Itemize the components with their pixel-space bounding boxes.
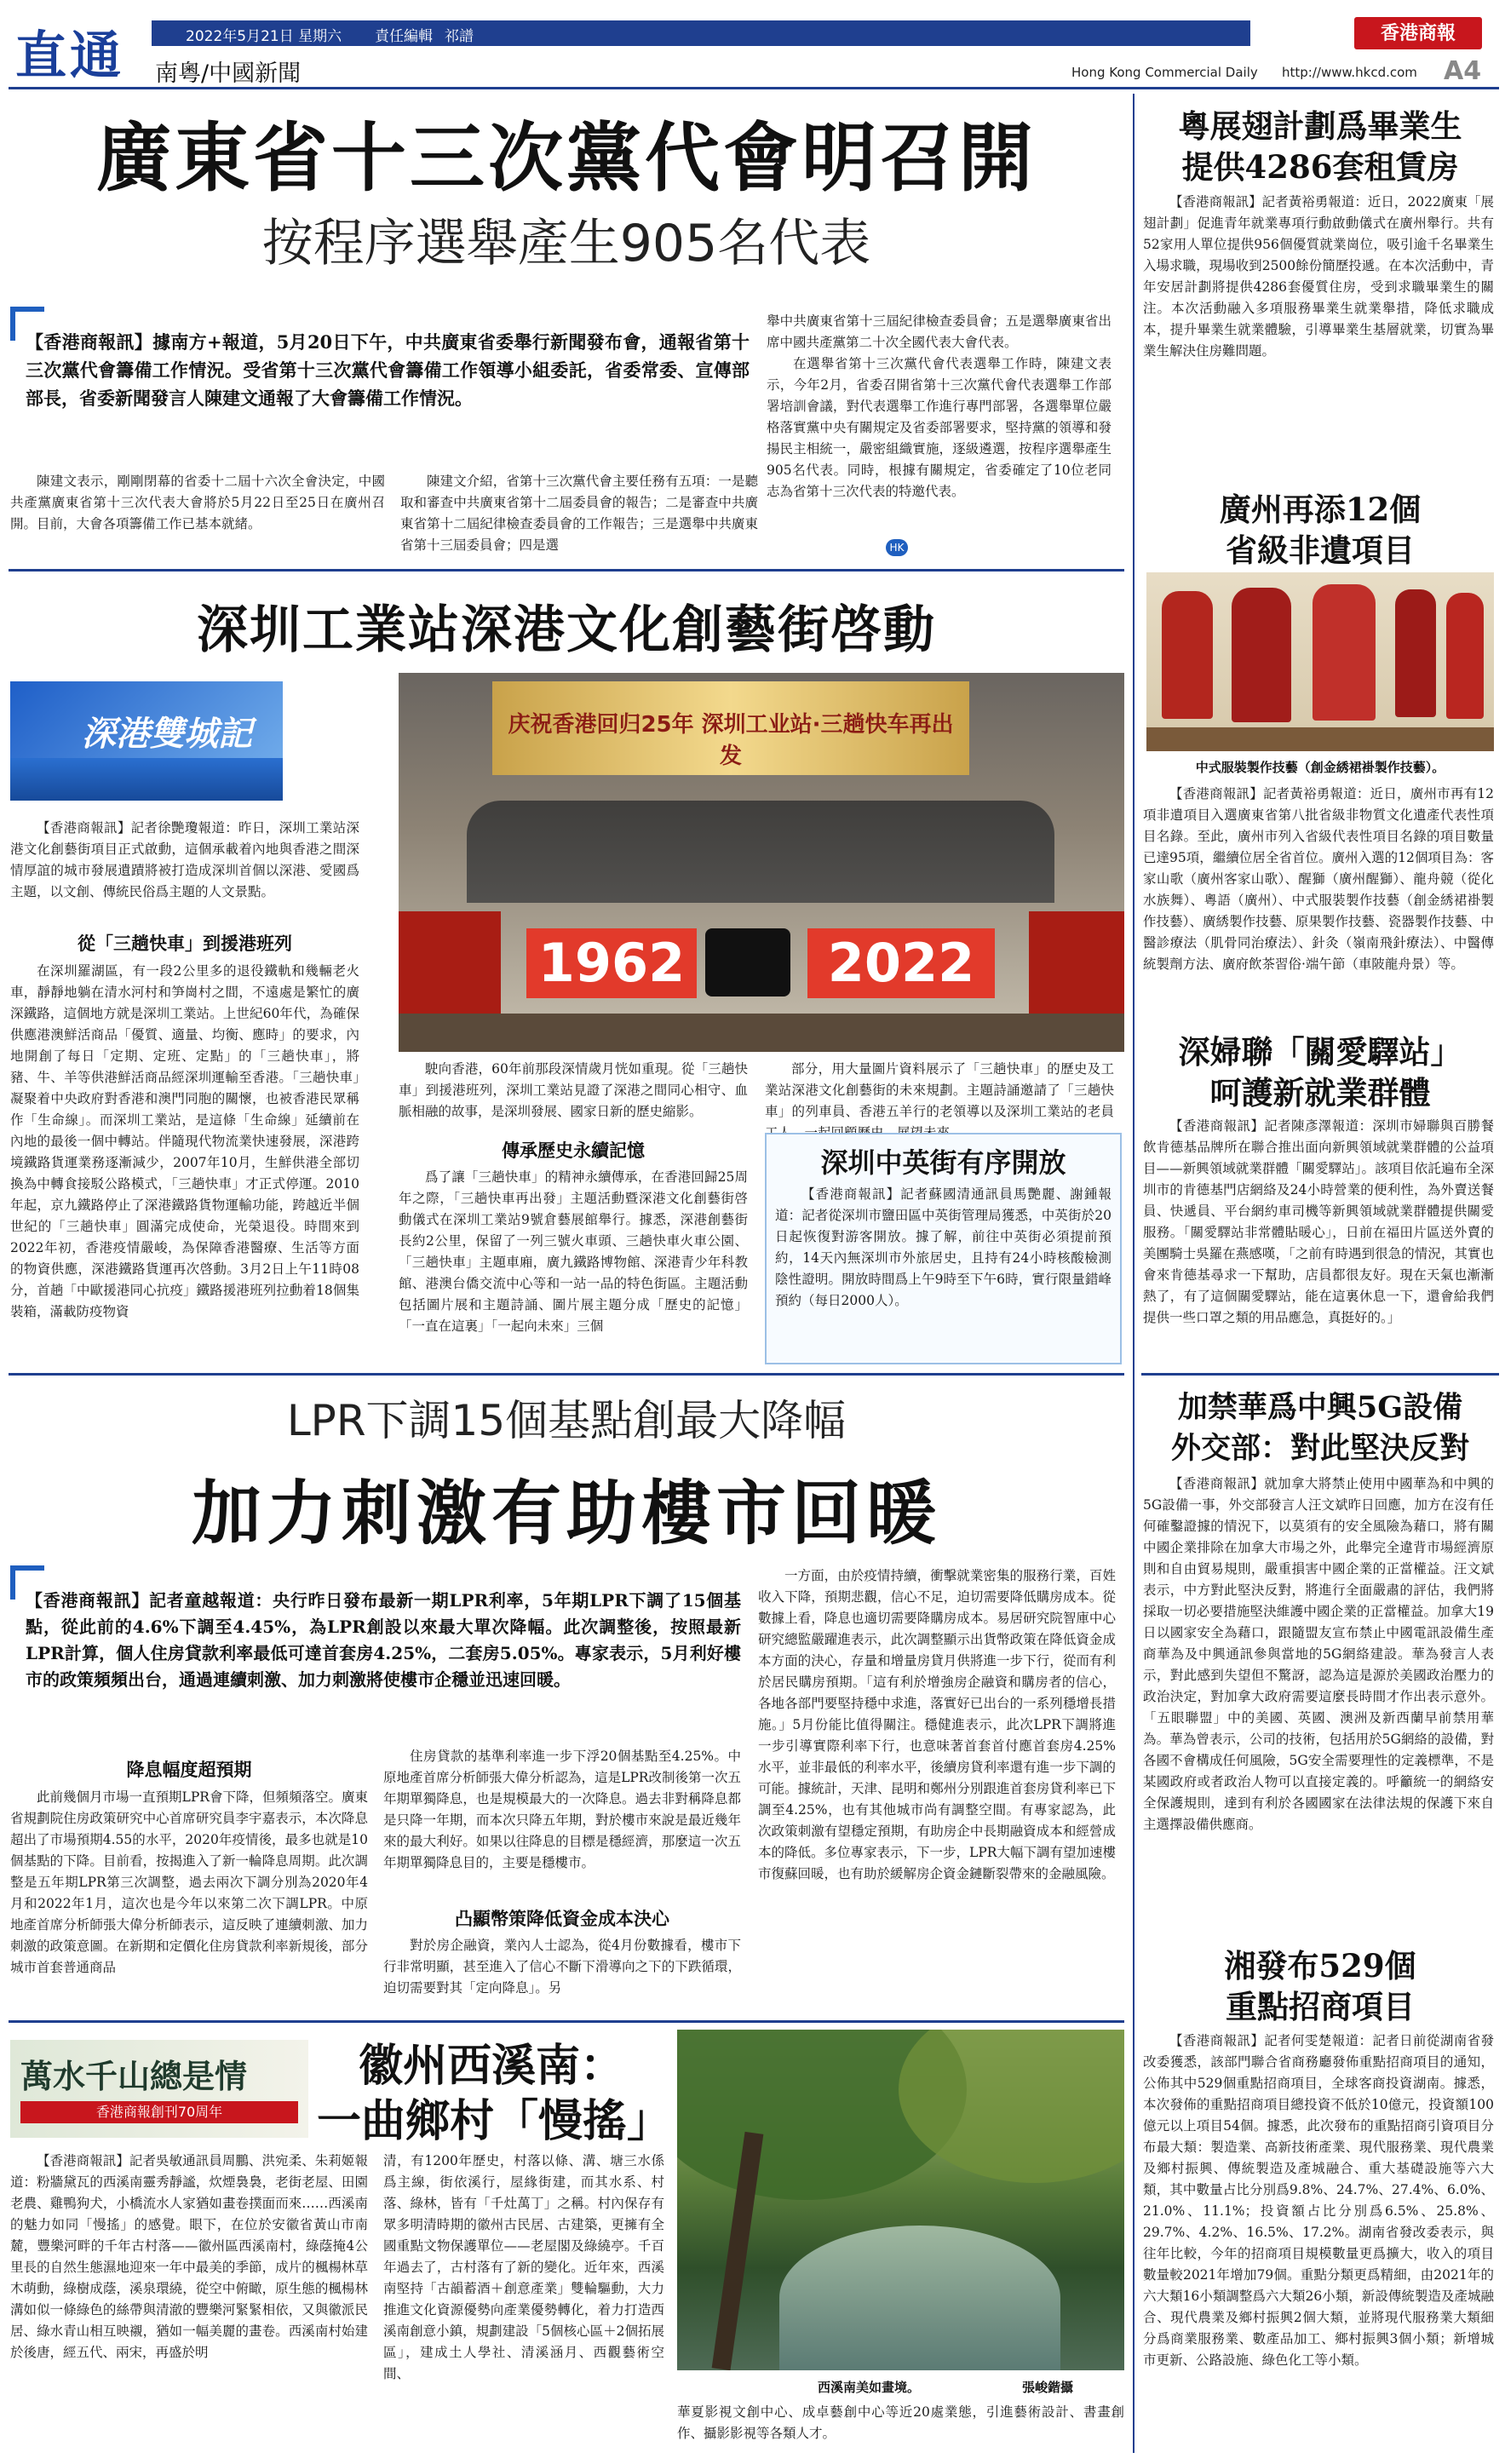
right4-body: 【香港商報訊】就加拿大將禁止使用中國華為和中興的5G設備一事，外交部發言人汪文斌昨日回應，加方在沒有任何確鑿證據的情況下，以莫須有的安全風險為藉口，將有關中國企業排除在加拿大市場之外，此舉完全違背市場經濟原則和自由貿易規則，嚴重損害中國企業的正當權益。汪文斌表示，中方對此堅決反對，將進行全面嚴肅的評估，我們將採取一切必要措施堅決維護中國企業的正當權益。加拿大19日以國家安全為藉口，跟隨盟友宣布禁止中國電訊設備生產商華為及中興通訊參與當地的5G網絡建設。華為發言人表示，對此感到失望但不驚訝，認為這是源於美國政治壓力的政治決定，對加拿大政府需要這麼長時間才作出表示意外。「五眼聯盟」中的美國、英國、澳洲及新西蘭早前禁用華為。華為曾表示，公司的技術，包括用於5G網絡的設備，對各國不會構成任何風險，5G安全需要理性的定義標準，不是某國政府或者政治人物可以直接定義的。呼籲統一的網絡安全保護規則，達到有利於各國國家在法律法規的保護下來自主選擇設備供應商。	[1143, 1476, 1494, 1832]
right3-body: 【香港商報訊】記者陳彥澤報道：深圳市婦聯與百勝餐飲肯德基品牌所在聯合推出面向新興領域就業群體的公益項目——新興領域就業群體「關愛驛站」。該項目依託遍布全深圳市的肯德基門店網絡及24小時營業的便利性，為外賣送餐員、快遞員、平台網約車司機等新興領域就業群體提供關愛服務。「關愛驛站非常體貼暖心」，日前在福田片區送外賣的美團騎士吳羅在燕感嘆，「之前有時遇到很急的情況，其實也會來肯德基尋求一下幫助，店員都很友好。現在天氣也漸漸熱了，有了這個關愛驛站，能在這裏休息一下，還會給我們提供一些口罩之類的用品應急，真挺好的。」	[1143, 1118, 1494, 1325]
story2-sub1: 從「三趟快車」到援港班列	[78, 933, 292, 954]
right-divider	[1141, 1373, 1499, 1376]
story3-body3: 一方面，由於疫情持續，衝擊就業密集的服務行業，百姓收入下降，預期悲觀，信心不足，迫切需要降低購房成本。從數據上看，降息也適切需要降購房成本。易居研究院智庫中心研究總監嚴躍進表示，此次調整顯示出貨幣政策在降低資金成本方面的決心，存量和增量房貸月供將進一步下行，從而有利於居民購房預期。「這有利於增強房企融資和購房者的信心，各地各部門要堅持穩中求進，落實好已出台的一系列穩增長措施。」5月份能比值得關注。穩健進表示，此次LPR下調將進一步引導實際利率下行，也意味著首套首付應首套房4.25%水平，並非最低的利率水平，後續房貸利率還有進一步下調的可能。據統計，天津、昆明和鄭州分別跟進首套房貸利率已下調至4.25%，也有其他城市尚有調整空間。有專家認為，此次政策刺激有望穩定預期，有助房企中長期融資成本和經營成本的降低。多位專家表示，下一步，LPR大幅下調有望加速樓市復蘇回暖，也有助於緩解房企資金鏈斷裂帶來的金融風險。	[758, 1568, 1116, 1881]
display-floor	[1146, 727, 1494, 751]
right2-photo-caption: 中式服裝製作技藝（創金綉裙褂製作技藝）。	[1195, 760, 1445, 775]
right3-headline-2: 呵護新就業群體	[1209, 1074, 1431, 1111]
train-ceremony-photo	[399, 673, 1124, 1052]
steam-engine	[705, 928, 790, 997]
story4-headline-2: 一曲鄉村「慢搖」	[317, 2095, 672, 2147]
story3-sub1: 降息幅度超預期	[126, 1759, 252, 1780]
story4-body3: 華夏影視文創中心、成卓藝創中心等近20處業態，引進藝術設計、書畫創作、攝影影視等各類人才。	[677, 2404, 1124, 2441]
inset-body: 【香港商報訊】記者蘇國清通訊員馬艷麗、謝鍾報道：記者從深圳市鹽田區中英街管理局獲悉，中英街於20日起恢復對游客開放。據了解，前往中英街必須提前預約，14天內無深圳市外旅居史，且持有24小時核酸檢測陰性證明。開放時間爲上午9時至下午6時，實行限量錯峰預約（每日2000人）。	[775, 1186, 1112, 1308]
story1-subhead: 按程序選舉產生905名代表	[261, 214, 871, 273]
paper-logo	[1354, 17, 1482, 49]
editor-label: 責任編輯	[375, 28, 433, 45]
shenzhen-hk-logo	[10, 681, 283, 801]
story3-sub2: 凸顯幣策降低資金成本決心	[455, 1908, 669, 1929]
story1-col1: 陳建文表示，剛剛閉幕的省委十二屆十六次全會決定，中國共產黨廣東省第十三次代表大會將於5月22日至25日在廣州召開。目前，大會各項籌備工作已基本就緒。	[10, 474, 385, 531]
rail-track	[399, 1014, 1124, 1052]
divider	[9, 1373, 1124, 1376]
story3-kicker: LPR下調15個基點創最大降幅	[286, 1396, 847, 1445]
story1-headline: 廣東省十三次黨代會明召開	[95, 113, 1037, 202]
paper-name-en: Hong Kong Commercial Daily	[1071, 65, 1258, 80]
right5-headline-2: 重點招商項目	[1226, 1988, 1415, 2025]
right2-body: 【香港商報訊】記者黃裕勇報道：近日，廣州市再有12項非遺項目入選廣東省第八批省級非物質文化遺產代表性項目名錄。至此，廣州市列入省級代表性項目名錄的項目數量已達95項，繼續位居全省首位。廣州入選的12個項目為：客家山歌（廣州客家山歌）、醒獅（廣州醒獅）、龍舟競（從化水族舞）、粵語（廣州）、中式服裝製作技藝（創金綉裙褂製作技藝）、廣綉製作技藝、原果製作技藝、瓷器製作技藝、中醫診療法（肌骨同治療法）、針灸（嶺南飛針療法）、中醫傳統製劑方法、廣府飲茶習俗·端午節（車陂龍舟景）等。	[1143, 786, 1494, 972]
right5-body: 【香港商報訊】記者何雯楚報道：記者日前從湖南省發改委獲悉，該部門聯合省商務廳發佈重點招商項目的通知，公佈其中529個重點招商項目，全球客商投資湖南。據悉，本次發佈的重點招商項目總投資不低於10億元，投資額100億元以上項目54個。據悉，此次發布的重點招商引資項目分布最大類：製造業、高新技術產業、現代服務業、現代農業及鄉村振興、傳統製造及產城融合、重大基礎設施等六大類，其中數量占比分別爲9.8%、24.7%、27.4%、6.0%、21.0%、11.1%；投資額占比分別爲6.5%、25.8%、29.7%、4.2%、16.5%、17.2%。湖南省發改委表示，與往年比較，今年的招商項目規模數量更爲擴大，收入的項目數量較2021年增加79個。重點分類更爲精細，由2021年的六大類16小類調整爲六大類26小類，新設傳統製造及產城融合、現代農業及鄉村振興2個大類，並將現代服務業大類細分爲商業服務業、數產品加工、鄉村振興3個小類；新增城市更新、公路設施、綠色化工等小類。	[1143, 2033, 1494, 2368]
story3-body2b: 對於房企融資，業內人士認為，從4月份數據看，樓市下行非常明顯，甚至進入了信心不斷下滑導向之下的下跌循環，迫切需要對其「定向降息」。另	[383, 1938, 741, 1996]
locomotive-right	[1029, 911, 1124, 1014]
story2-body1: 在深圳羅湖區，有一段2公里多的退役鐵軌和幾輛老火車，靜靜地躺在清水河村和笋崗村之間，不遠處是繁忙的廣深鐵路，這個地方就是深圳工業站。上世紀60年代，為確保供應港澳鮮活商品「優質、適量、均衡、應時」的要求，內地開創了每日「定期、定班、定點」的「三趟快車」，將豬、牛、羊等供港鮮活商品經深圳運輸至香港。「三趟快車」凝聚着中央政府對香港和澳門同胞的關懷，也被香港民眾稱作「生命線」。而深圳工業站，是這條「生命線」延續前在內地的最後一個中轉站。伴隨現代物流業快速發展，深港跨境鐵路貨運業務逐漸減少，2007年10月，生鮮供港全部切換為中轉食接駁公路模式，「三趟快車」才正式停運。2010年起，京九鐵路停止了深港鐵路貨物運輸功能，跨越近半個世紀的「三趟快車」圓滿完成使命，光榮退役。時間來到2022年初，香港疫情嚴峻，為保障香港醫療、生活等方面的物資供應，深港鐵路貨運再次啓動。3月2日上午11時08分，首趟「中歐援港同心抗疫」鐵路援港班列拉動着18個集裝箱，滿載防疫物資	[10, 963, 359, 1319]
story4-body1: 【香港商報訊】記者吳敏通訊員周鵬、洪宛柔、朱莉姬報道：粉牆黛瓦的西溪南靈秀靜謐，炊煙裊裊，老街老屋、田園老農、雞鴨狗犬，小橋流水人家猶如畫卷撲面而來……西溪南的魅力如同「慢搖」的感覺。眼下，在位於安徽省黃山市南麓，豐樂河畔的千年古村落——徽州區西溪南村，綠蔭掩4公里長的自然生態濕地迎來一年中最美的季節，成片的楓楊林草木萌動，綠樹成蔭，溪泉環繞，從空中俯瞰，原生態的楓楊林溝如似一條綠色的絲帶與清澈的豐樂河緊緊相依，又與徽派民居、綠水青山相互映襯，猶如一幅美麗的畫卷。西溪南村始建於後唐，經五代、兩宋，再盛於明	[10, 2153, 368, 2360]
right4-headline-1: 加禁華爲中興5G設備	[1177, 1390, 1463, 1425]
river	[779, 2226, 1060, 2370]
year-2022-sign: 2022	[807, 928, 995, 998]
inset-headline: 深圳中英街有序開放	[820, 1146, 1066, 1179]
photo-credit: 張峻鍇攝	[1022, 2380, 1074, 2395]
story2-body2a: 駛向香港，60年前那段深情歲月恍如重現。從「三趟快車」到援港班列，深圳工業站見證了深港之間同心相守、血脈相融的故事，是深圳發展、國家日新的歷史縮影。	[399, 1061, 748, 1119]
column-divider	[1133, 94, 1134, 2453]
right3-headline-1: 深婦聯「關愛驛站」	[1178, 1033, 1462, 1071]
west-creek-photo	[677, 2030, 1124, 2370]
logo-skyline	[10, 758, 283, 801]
story3-headline: 加力刺激有助樓市回暖	[191, 1473, 941, 1554]
inset-box	[765, 1133, 1122, 1364]
story2-body2b: 爲了讓「三趟快車」的精神永續傳承，在香港回歸25周年之際，「三趟快車再出發」主題活動暨深港文化創藝街啓動儀式在深圳工業站9號倉藝展館舉行。據悉，深港創藝街長約2公里，保留了一列三號火車頭、三趟快車火車公園、「三趟快車」主題車廂，廣九鐵路博物館、深港青少年科教館、港澳台僑交流中心等和一站一品的特色街區。主題活動包括圖片展和主題詩誦、圖片展主題分成「歷史的記憶」「一直在這裏」「一起向未來」三個	[399, 1169, 748, 1334]
divider	[9, 569, 1124, 571]
story1-col2: 陳建文介紹，省第十三次黨代會主要任務有五項：一是聽取和審查中共廣東省第十二屆委員會的報告；二是審查中共廣東省第十二屆紀律檢查委員會的工作報告；三是選舉中共廣東省第十三屆委員會；四是選	[400, 474, 758, 553]
paper-name-cn: 香港商報	[1380, 22, 1456, 44]
right1-headline-2: 提供4286套租賃房	[1181, 148, 1459, 186]
masthead	[0, 0, 1505, 89]
story1-col3: 舉中共廣東省第十三屆紀律檢查委員會；五是選舉廣東省出席中國共產黨第二十次全國代表大會代表。 在選舉省第十三次黨代會代表選舉工作時，陳建文表示，今年2月，省委召開省第十三次黨代會代表選舉工作部署培訓會議，對代表選舉工作進行專門部署，各選舉單位嚴格落實黨中央有關規定及省委部署要求，堅持黨的領導和發揚民主相統一，嚴密組織實施，逐級遴選，按程序選舉產生905名代表。同時，根據有關規定，省委確定了10位老同志為省第十三次代表的特邀代表。	[767, 313, 1112, 499]
embroidery-photo	[1146, 572, 1494, 751]
story2-sub2: 傳承歷史永續記憶	[502, 1140, 645, 1161]
crowd	[467, 801, 1054, 903]
story4-body2: 清，有1200年歷史，村落以條、溝、塘三水係爲主線，街依溪行，屋緣街建，而其水系、村落、綠林，皆有「千灶萬丁」之稱。村內保存有眾多明清時期的徽州古民居、古建築，更擁有全國重點文物保護單位——老屋閣及綠繞亭。千百年過去了，古村落有了新的變化。近年來，西溪南堅持「古韻蓄酒＋創意產業」雙輪驅動，大力推進文化資源優勢向產業優勢轉化，着力打造西溪南創意小鎮，規劃建設「5個核心區＋2個拓展區」，建成土人學社、清溪涵月、西觀藝術空間、	[383, 2153, 664, 2381]
tree-canopy	[899, 2030, 1124, 2183]
anniversary-logo-sub: 香港商報創刊70周年	[20, 2101, 298, 2123]
paper-url: http://www.hkcd.com	[1282, 65, 1417, 80]
story1-lead: 【香港商報訊】據南方+報道，5月20日下午，中共廣東省委舉行新聞發布會，通報省第十三次黨代會籌備工作情況。受省第十三次黨代會籌備工作領導小組委託，省委常委、宣傳部部長，省委新聞發言人陳建文通報了大會籌備工作情況。	[26, 331, 750, 409]
photo-banner-text: 庆祝香港回归25年 深圳工业站·三趟快车再出发	[508, 712, 954, 769]
page-number: A4	[1444, 56, 1482, 86]
year-1962-sign: 1962	[526, 928, 697, 998]
story4-headline-1: 徽州西溪南：	[358, 2040, 624, 2092]
editor-name: 祁譜	[445, 28, 474, 45]
right2-headline-2: 省級非遺項目	[1226, 531, 1415, 569]
issue-date: 2022年5月21日 星期六	[186, 28, 342, 45]
story1-end-mark: HK	[886, 539, 908, 556]
story2-body3: 部分，用大量圖片資料展示了「三趟快車」的歷史及工業站深港文化創藝街的未來規劃。主題詩誦邀請了「三趟快車」的列車員、香港五羊行的老領導以及深圳工業站的老員	[765, 1061, 1114, 1119]
section-title: 直通	[15, 26, 124, 86]
story3-body2: 住房貸款的基準利率進一步下浮20個基點至4.25%。中原地產首席分析師張大偉分析認為，這是LPR改制後第一次五年期單獨降息，也是規模最大的一次降息。過去非對稱降息都是只降一年期，而本次只降五年期，對於樓市來說是最近幾年來的最大利好。如果以往降息的目標是穩經濟，那麼這一次五年期單獨降息目的，主要是穩樓市。	[383, 1749, 741, 1870]
right5-headline-1: 湘發布529個	[1224, 1947, 1416, 1984]
garment-4	[1395, 589, 1436, 717]
story2-lead: 【香港商報訊】記者徐艷瓊報道：昨日，深圳工業站深港文化創藝街項目正式啟動，這個承載着內地與香港之間深情厚誼的城市發展遺蹟將被打造成深圳首個以深港、愛國爲主題，以文創、傳統民俗爲主題的人文景點。	[10, 820, 359, 899]
anniversary-logo-text: 萬水千山總是情	[20, 2057, 248, 2095]
right1-headline-1: 粵展翅計劃爲畢業生	[1178, 107, 1462, 145]
story3-body1: 此前幾個月市場一直預期LPR會下降，但頻頻落空。廣東省規劃院住房政策研究中心首席研究員李宇嘉表示，本次降息超出了市場預期4.55的水平，2020年疫情後，最多也就是10個基點的下降。目前看，按揭進入了新一輪降息周期。此次調整是五年期LPR第三次調整，過去兩次下調分別為2020年4月和2022年1月，這次也是今年以來第二次下調LPR。中原地產首席分析師張大偉分析師表示，這反映了連續刺激、加力刺激的政策意圖。在新期和定價化住房貸款利率新規後，部分城市首套普通商品	[10, 1789, 368, 1975]
garment-5	[1446, 593, 1484, 719]
divider	[9, 2020, 1124, 2023]
story3-lead: 【香港商報訊】記者童越報道：央行昨日發布最新一期LPR利率，5年期LPR下調了15個基點，從此前的4.6%下調至4.45%，為LPR創設以來最大單次降幅。此次調整後，按照最新LPR計算，個人住房貸款利率最低可達首套房4.25%，二套房5.05%。專家表示，5月利好樓市的政策頻頻出台，通過連續刺激、加力刺激將使樓市企穩並迅速回暖。	[26, 1590, 741, 1690]
story2-headline: 深圳工業站深港文化創藝街啓動	[197, 600, 936, 660]
garment-3	[1313, 584, 1376, 721]
locomotive-left	[399, 911, 501, 1014]
photo-caption: 西溪南美如畫境。	[818, 2380, 921, 2395]
garment-1	[1162, 591, 1213, 719]
right4-headline-2: 外交部：對此堅決反對	[1170, 1431, 1469, 1466]
shenzhen-hk-logo-text: 深港雙城記	[82, 714, 252, 754]
garment-2	[1232, 588, 1291, 722]
right1-body: 【香港商報訊】記者黃裕勇報道：近日，2022廣東「展翅計劃」促進青年就業專項行動啟動儀式在廣州舉行。共有52家用人單位提供956個優質就業崗位，吸引逾千名畢業生入場求職，現場收到2500餘份簡歷投遞。在本次活動中，青年安居計劃將提供4286套優質住房，受到求職畢業生的關注。本次活動融入多項服務畢業生就業舉措，降低求職成本，提升畢業生就業體驗，引導畢業生基層就業，切實為畢業生解決住房難問題。	[1143, 194, 1494, 359]
subsection-title: 南粵/中國新聞	[155, 60, 302, 87]
right2-headline-1: 廣州再添12個	[1219, 491, 1422, 528]
anniversary-logo	[10, 2040, 308, 2138]
masthead-rule	[9, 87, 1499, 89]
